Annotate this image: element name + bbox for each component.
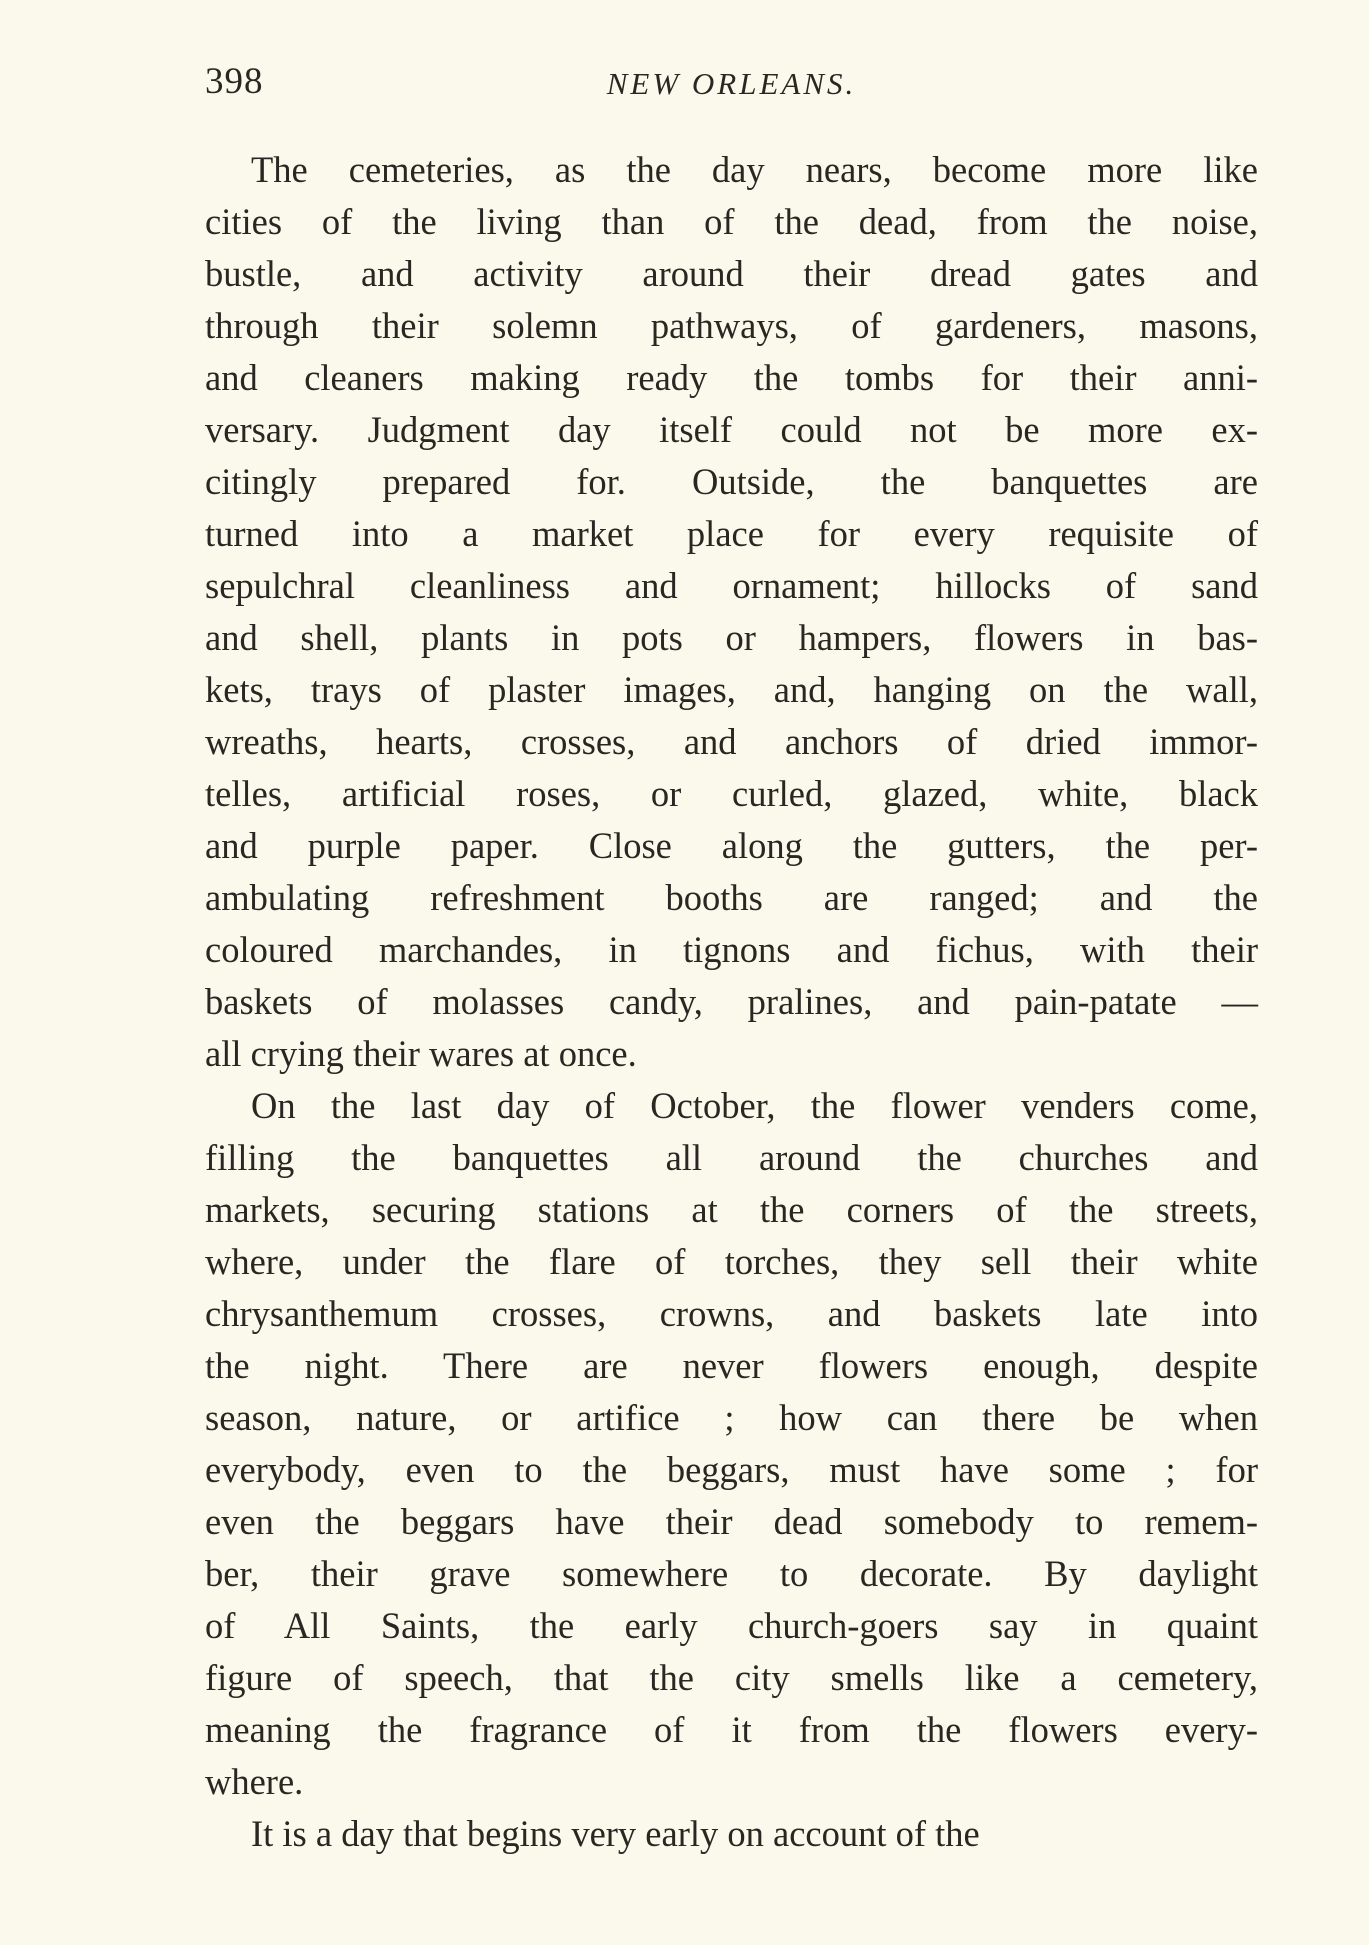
text-line: ambulating refreshment booths are ranged; and the (205, 877, 1258, 918)
text-line: markets, securing stations at the corners of the streets, (205, 1189, 1258, 1230)
book-page (205, 60, 1258, 1860)
text-line: turned into a market place for every requisite of (205, 513, 1258, 554)
text-line: and purple paper. Close along the gutters, the per- (205, 825, 1258, 866)
text-line: ber, their grave somewhere to decorate. By daylight (205, 1553, 1258, 1594)
text-line: and shell, plants in pots or hampers, flowers in bas- (205, 617, 1258, 658)
text-line: chrysanthemum crosses, crowns, and baskets late into (205, 1293, 1258, 1334)
text-line: cities of the living than of the dead, from the noise, (205, 201, 1258, 242)
text-line: season, nature, or artifice ; how can there be when (205, 1397, 1258, 1438)
paragraph (205, 1808, 1258, 1860)
text-line: where, under the flare of torches, they sell their white (205, 1241, 1258, 1282)
text-line: wreaths, hearts, crosses, and anchors of dried immor- (205, 721, 1258, 762)
text-line: sepulchral cleanliness and ornament; hillocks of sand (205, 565, 1258, 606)
text-line: the night. There are never flowers enough, despite (205, 1345, 1258, 1386)
text-line: coloured marchandes, in tignons and fichus, with their (205, 929, 1258, 970)
text-line: baskets of molasses candy, pralines, and pain-patate — (205, 981, 1258, 1022)
body-text (205, 144, 1258, 1860)
text-line: filling the banquettes all around the churches and (205, 1137, 1258, 1178)
text-line: everybody, even to the beggars, must have some ; for (205, 1449, 1258, 1490)
text-line: The cemeteries, as the day nears, become more like (251, 149, 1258, 190)
text-line: bustle, and activity around their dread gates and (205, 253, 1258, 294)
text-line: through their solemn pathways, of gardeners, masons, (205, 305, 1258, 346)
text-line: It is a day that begins very early on account of the (251, 1813, 980, 1854)
text-line: and cleaners making ready the tombs for their anni- (205, 357, 1258, 398)
text-line: kets, trays of plaster images, and, hanging on the wall, (205, 669, 1258, 710)
text-line: meaning the fragrance of it from the flowers every- (205, 1709, 1258, 1750)
text-line: On the last day of October, the flower venders come, (251, 1085, 1258, 1126)
paragraph (205, 1080, 1258, 1808)
text-line: of All Saints, the early church-goers say in quaint (205, 1605, 1258, 1646)
text-line: telles, artificial roses, or curled, glazed, white, black (205, 773, 1258, 814)
page-number: 398 (205, 61, 264, 102)
text-line: even the beggars have their dead somebody to remem- (205, 1501, 1258, 1542)
text-line: where. (205, 1761, 304, 1802)
text-line: citingly prepared for. Outside, the banquettes are (205, 461, 1258, 502)
running-head (205, 60, 1258, 120)
text-line: versary. Judgment day itself could not be more ex- (205, 409, 1258, 450)
text-line: figure of speech, that the city smells like a cemetery, (205, 1657, 1258, 1698)
paragraph (205, 144, 1258, 1080)
running-title: NEW ORLEANS. (606, 66, 857, 101)
text-line: all crying their wares at once. (205, 1033, 637, 1074)
